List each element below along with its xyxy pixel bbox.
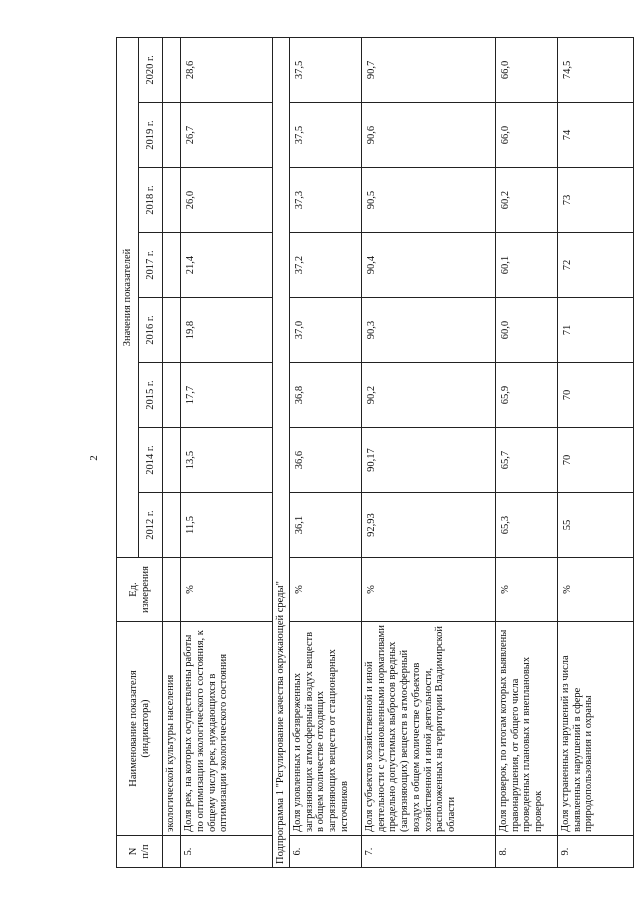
row-value: 65,7 xyxy=(495,428,557,493)
row-value: 66,0 xyxy=(495,103,557,168)
row-value xyxy=(163,168,181,233)
row-value: 11,5 xyxy=(181,493,273,558)
row-unit: % xyxy=(181,558,273,622)
row-value: 70 xyxy=(557,428,633,493)
row-value: 90,2 xyxy=(361,363,495,428)
row-value: 92,93 xyxy=(361,493,495,558)
row-no: 9. xyxy=(557,836,633,868)
row-name: Доля проверок, по итогам которых выявлены правонарушения, от общего числа проведенных плановых и внеплановых проверок xyxy=(495,622,557,836)
row-value: 70 xyxy=(557,363,633,428)
row-value: 65,3 xyxy=(495,493,557,558)
row-value: 90,7 xyxy=(361,37,495,102)
row-value: 37,5 xyxy=(289,103,361,168)
row-value: 19,8 xyxy=(181,298,273,363)
row-unit: % xyxy=(495,558,557,622)
row-name: экологической культуры населения xyxy=(163,622,181,836)
rotated-table-container xyxy=(116,38,632,868)
header-no: N п/п xyxy=(117,836,163,868)
row-value: 36,1 xyxy=(289,493,361,558)
table-row xyxy=(361,37,495,867)
row-value: 60,1 xyxy=(495,233,557,298)
row-value: 37,0 xyxy=(289,298,361,363)
row-value: 90,6 xyxy=(361,103,495,168)
header-year: 2019 г. xyxy=(139,103,163,168)
row-value: 28,6 xyxy=(181,37,273,102)
row-value: 37,5 xyxy=(289,37,361,102)
row-value: 71 xyxy=(557,298,633,363)
row-unit xyxy=(163,558,181,622)
header-year: 2012 г. xyxy=(139,493,163,558)
row-no xyxy=(163,836,181,868)
header-values-group: Значения показателей xyxy=(117,37,139,557)
row-value: 74,5 xyxy=(557,37,633,102)
row-value: 90,17 xyxy=(361,428,495,493)
page-number: 2 xyxy=(88,455,100,461)
row-value: 65,9 xyxy=(495,363,557,428)
header-year: 2020 г. xyxy=(139,37,163,102)
row-value: 60,0 xyxy=(495,298,557,363)
row-no: 7. xyxy=(361,836,495,868)
section-row xyxy=(273,37,290,867)
table-row xyxy=(163,37,181,867)
row-value xyxy=(163,298,181,363)
header-name: Наименование показателя (индикатора) xyxy=(117,622,163,836)
row-value: 36,6 xyxy=(289,428,361,493)
row-value xyxy=(163,37,181,102)
row-value: 66,0 xyxy=(495,37,557,102)
header-year: 2016 г. xyxy=(139,298,163,363)
row-value: 73 xyxy=(557,168,633,233)
section-title: Подпрограмма 1 "Регулирование качества окружающей среды" xyxy=(273,37,290,867)
row-value: 17,7 xyxy=(181,363,273,428)
row-unit: % xyxy=(289,558,361,622)
row-value xyxy=(163,233,181,298)
row-value: 74 xyxy=(557,103,633,168)
row-value xyxy=(163,493,181,558)
table-row xyxy=(181,37,273,867)
row-value: 26,0 xyxy=(181,168,273,233)
indicators-table xyxy=(116,37,634,868)
row-value: 37,2 xyxy=(289,233,361,298)
row-value: 72 xyxy=(557,233,633,298)
header-year: 2014 г. xyxy=(139,428,163,493)
row-value: 21,4 xyxy=(181,233,273,298)
row-value: 90,5 xyxy=(361,168,495,233)
header-year: 2018 г. xyxy=(139,168,163,233)
row-value: 90,4 xyxy=(361,233,495,298)
row-value xyxy=(163,428,181,493)
table-row xyxy=(289,37,361,867)
table-row xyxy=(557,37,633,867)
row-name: Доля устраненных нарушений из числа выявленных нарушений в сфере природопользования и охраны xyxy=(557,622,633,836)
row-value: 36,8 xyxy=(289,363,361,428)
header-year: 2017 г. xyxy=(139,233,163,298)
row-value xyxy=(163,363,181,428)
row-value: 13,5 xyxy=(181,428,273,493)
row-name: Доля уловленных и обезвреженных загрязняющих атмосферный воздух веществ в общем количестве отходящих загрязняющих веществ от стационарных источников xyxy=(289,622,361,836)
row-unit: % xyxy=(361,558,495,622)
row-value: 37,3 xyxy=(289,168,361,233)
row-value: 55 xyxy=(557,493,633,558)
row-no: 6. xyxy=(289,836,361,868)
row-value: 90,3 xyxy=(361,298,495,363)
row-name: Доля субъектов хозяйственной и иной деятельности с установленными нормативами предельно допустимых выбросов вредных (загрязняющих) веществ в атмосферный воздух в общем количестве субъектов хозяйственной и иной деятельности, расположенных на территории Владимирской области xyxy=(361,622,495,836)
row-value: 26,7 xyxy=(181,103,273,168)
row-value xyxy=(163,103,181,168)
row-name: Доля рек, на которых осуществлены работы по оптимизации экологического состояния, к общему числу рек, нуждающихся в оптимизации экологического состояния xyxy=(181,622,273,836)
header-unit: Ед. измерения xyxy=(117,558,163,622)
table-row xyxy=(495,37,557,867)
row-value: 60,2 xyxy=(495,168,557,233)
row-no: 5. xyxy=(181,836,273,868)
row-no: 8. xyxy=(495,836,557,868)
row-unit: % xyxy=(557,558,633,622)
header-year: 2015 г. xyxy=(139,363,163,428)
